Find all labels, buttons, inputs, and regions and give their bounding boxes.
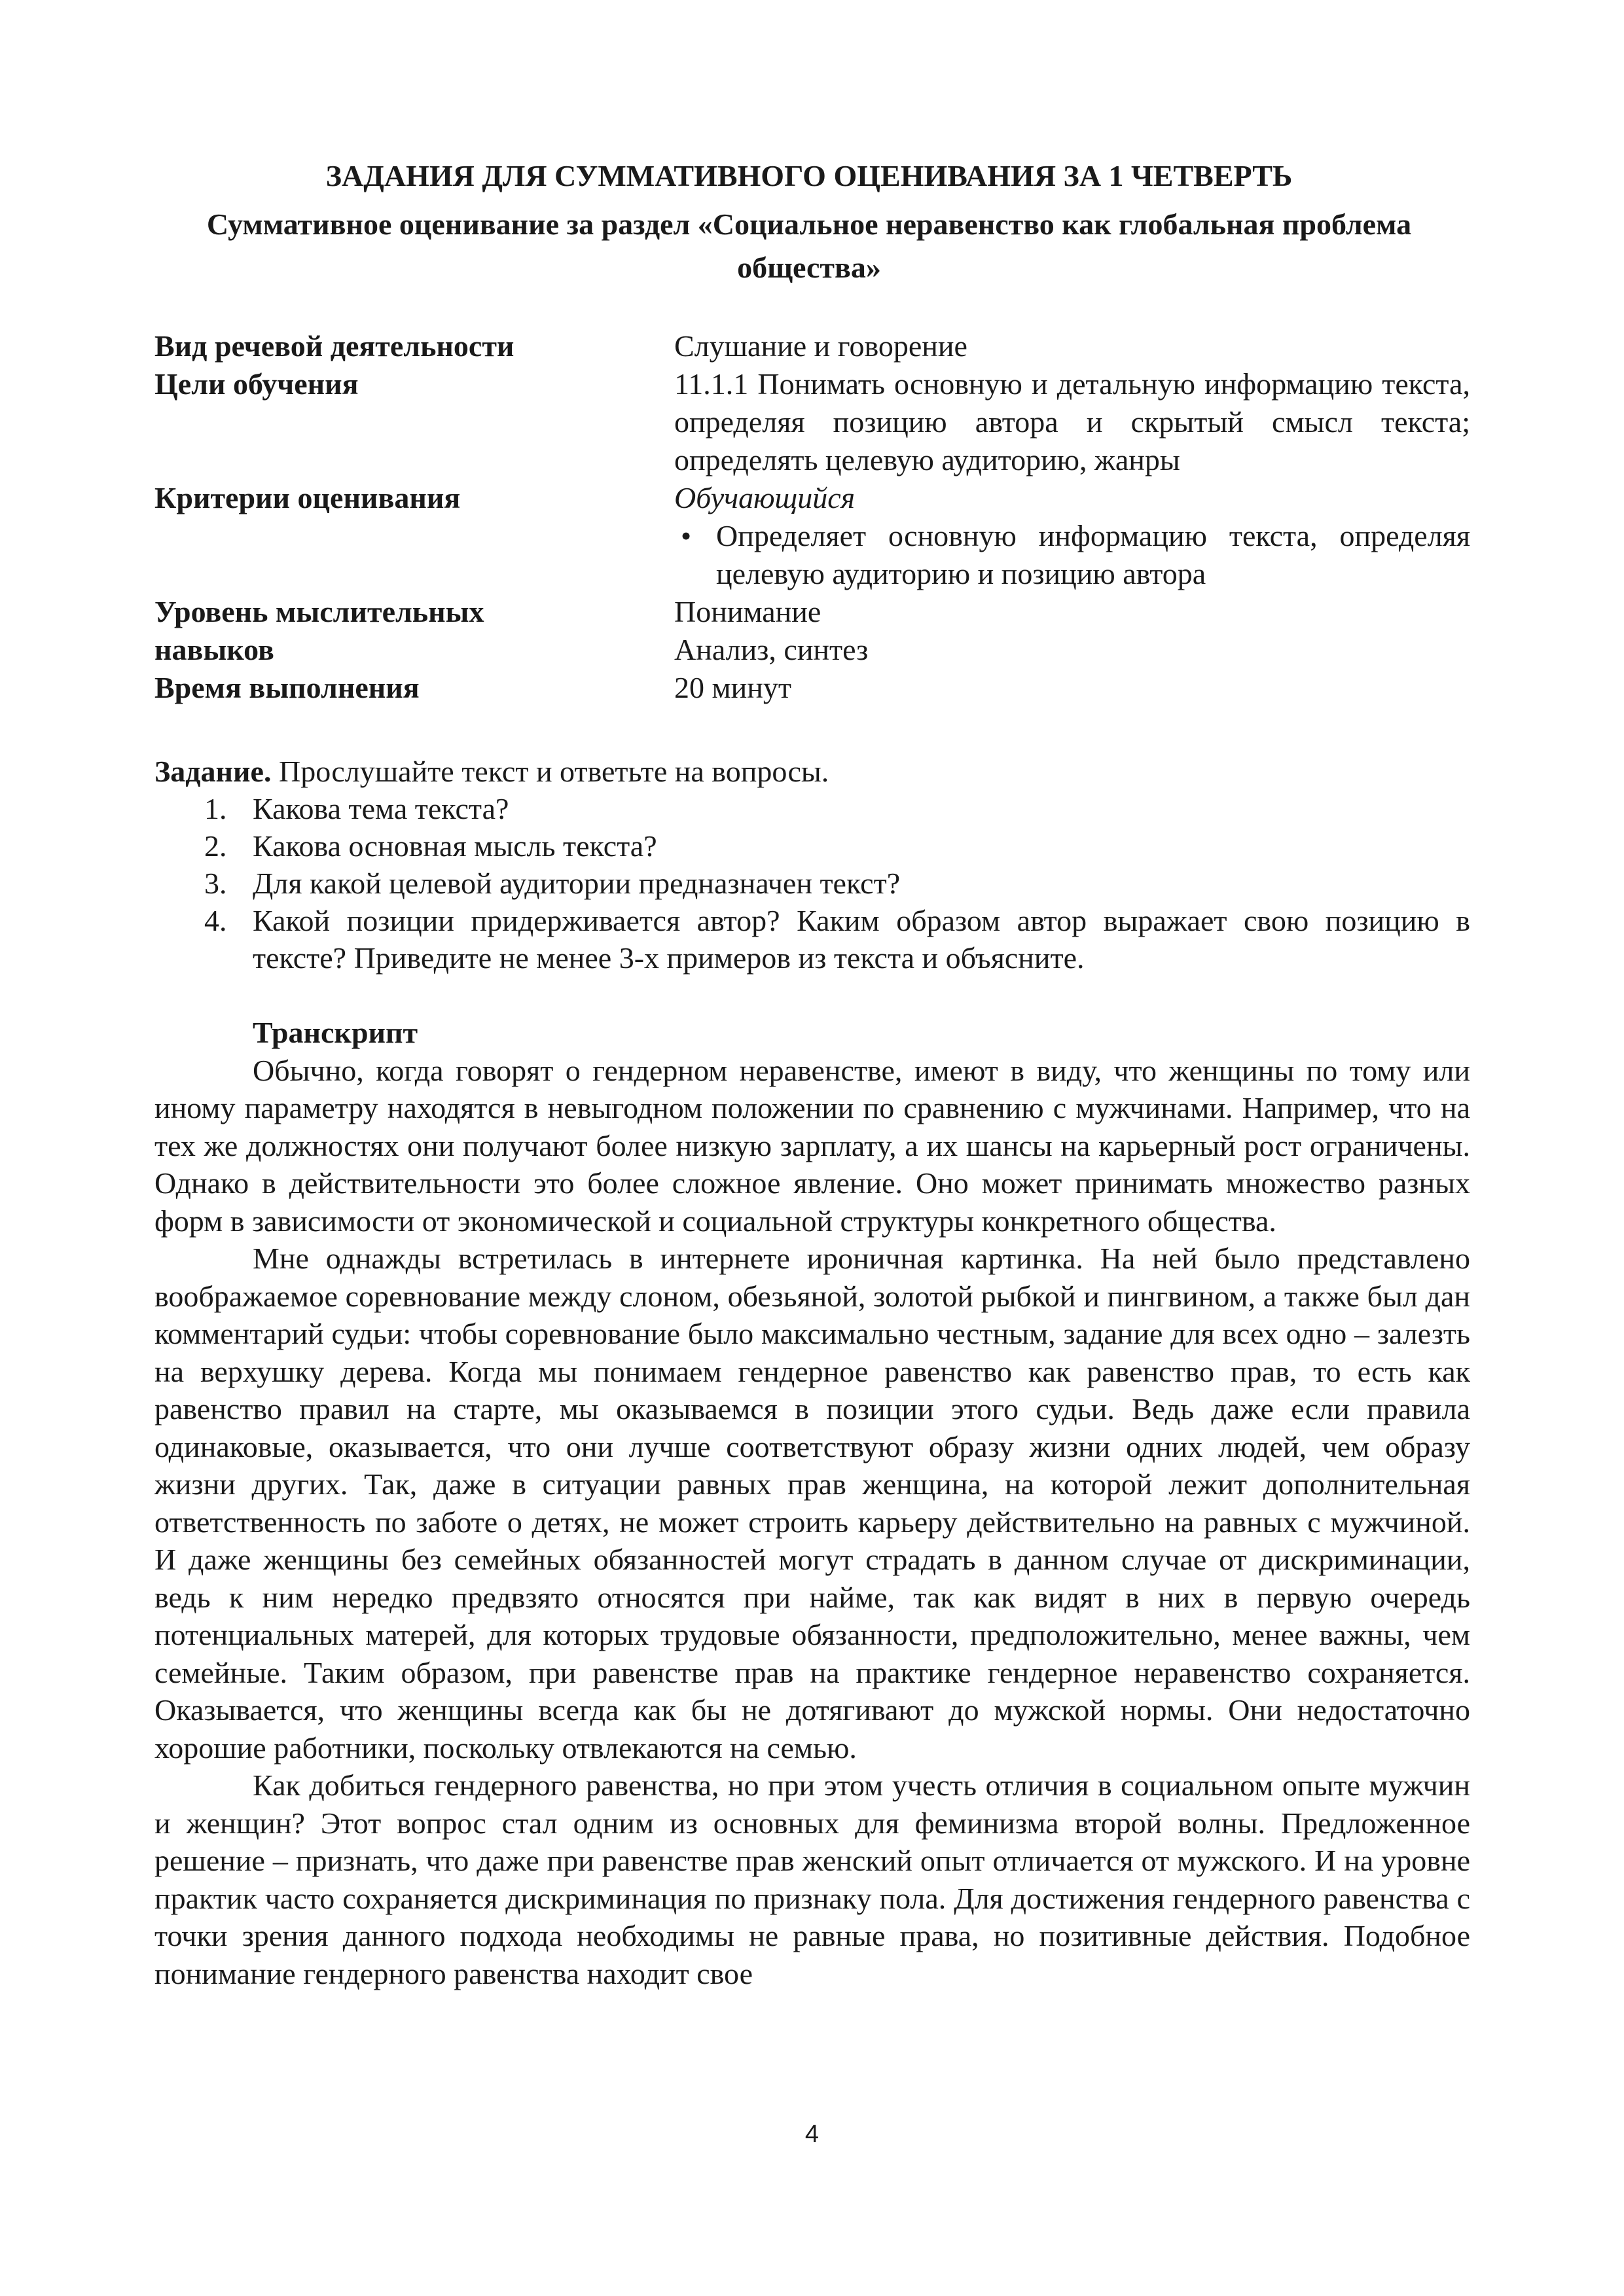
question-text: Какова основная мысль текста? (253, 829, 657, 863)
transcript-section (154, 1014, 1470, 1992)
list-item (154, 827, 1470, 865)
skills-label: Уровень мыслительных навыков (154, 595, 484, 666)
assessment-info-table (154, 327, 1470, 707)
criteria-row (154, 479, 1470, 593)
question-number: 1. (204, 792, 227, 825)
task-instruction: Прослушайте текст и ответьте на вопросы. (271, 755, 829, 788)
task-label: Задание. (154, 755, 272, 788)
question-list (154, 790, 1470, 977)
task-heading (154, 753, 1470, 790)
question-text: Какой позиции придерживается автор? Каким образом автор выражает свою позицию в тексте? Приведите не менее 3-х примеров из текста и объясните. (253, 904, 1470, 975)
question-number: 2. (204, 829, 227, 863)
question-text: Какова тема текста? (253, 792, 509, 825)
question-number: 3. (204, 867, 227, 900)
time-value: 20 минут (674, 671, 791, 704)
criteria-bullet-item (674, 517, 1470, 593)
goals-label: Цели обучения (154, 367, 359, 401)
task-section (154, 753, 1470, 977)
criteria-item-text: Определяет основную информацию текста, определяя целевую аудиторию и позицию автора (716, 519, 1470, 590)
list-item (154, 865, 1470, 902)
section-subtitle: Суммативное оценивание за раздел «Социальное неравенство как глобальная проблема общества» (206, 207, 1412, 284)
criteria-student: Обучающийся (674, 481, 856, 514)
skills-row (154, 593, 1470, 669)
goals-row (154, 365, 1470, 479)
activity-value: Слушание и говорение (674, 329, 967, 363)
question-text: Для какой целевой аудитории предназначен текст? (253, 867, 901, 900)
document-title: ЗАДАНИЯ ДЛЯ СУММАТИВНОГО ОЦЕНИВАНИЯ ЗА 1 ЧЕТВЕРТЬ (325, 159, 1293, 192)
question-number: 4. (204, 904, 227, 937)
criteria-label: Критерии оценивания (154, 481, 461, 514)
page-number: 4 (804, 2121, 820, 2148)
transcript-paragraph: Как добиться гендерного равенства, но при этом учесть отличия в социальном опыте мужчин и женщин? Этот вопрос стал одним из основных для феминизма второй волны. Предложенное решение – признать, что даже при равенстве прав женский опыт отличается от мужского. И на уровне практик часто сохраняется дискриминация по признаку пола. Для достижения гендерного равенства с точки зрения данного подхода необходимы не равные права, но позитивные действия. Подобное понимание гендерного равенства находит свое (154, 1768, 1470, 1990)
transcript-paragraph: Мне однажды встретилась в интернете ироничная картинка. На ней было представлено воображаемое соревнование между слоном, обезьяной, золотой рыбкой и пингвином, а также был дан комментарий судьи: чтобы соревнование было максимально честным, задание для всех одно – залезть на верхушку дерева. Когда мы понимаем гендерное равенство как равенство прав, то есть как равенство правил на старте, мы оказываемся в позиции этого судьи. Ведь даже если правила одинаковые, оказывается, что они лучше соответствуют образу жизни одних людей, чем образу жизни других. Так, даже в ситуации равных прав женщина, на которой лежит дополнительная ответственность по заботе о детях, не может строить карьеру действительно на равных с мужчиной. И даже женщины без семейных обязанностей могут страдать в данном случае от дискриминации, ведь к ним нередко предвзято относятся при найме, так как видят в них в первую очередь потенциальных матерей, для которых трудовые обязанности, предположительно, менее важны, чем семейные. Таким образом, при равенстве прав на практике гендерное неравенство сохраняется. Оказывается, что женщины всегда как бы не дотягивают до мужской нормы. Они недостаточно хорошие работники, поскольку отвлекаются на семью. (154, 1242, 1470, 1765)
bullet-icon: • (681, 519, 692, 552)
list-item (154, 790, 1470, 827)
goals-value: 11.1.1 Понимать основную и детальную информацию текста, определяя позицию автора и скрытый смысл текста; определять целевую аудиторию, жанры (674, 367, 1470, 476)
list-item (154, 902, 1470, 977)
skills-value-2: Анализ, синтез (674, 633, 869, 666)
transcript-title: Транскрипт (253, 1016, 418, 1049)
transcript-paragraph: Обычно, когда говорят о гендерном неравенстве, имеют в виду, что женщины по тому или иному параметру находятся в невыгодном положении по сравнению с мужчинами. Например, что на тех же должностях они получают более низкую зарплату, а их шансы на карьерный рост ограничены. Однако в действительности это более сложное явление. Оно может принимать множество разных форм в зависимости от экономической и социальной структуры конкретного общества. (154, 1053, 1470, 1238)
activity-label: Вид речевой деятельности (154, 329, 514, 363)
time-label: Время выполнения (154, 671, 420, 704)
activity-row (154, 327, 1470, 365)
skills-value-1: Понимание (674, 595, 821, 628)
time-row (154, 669, 1470, 707)
